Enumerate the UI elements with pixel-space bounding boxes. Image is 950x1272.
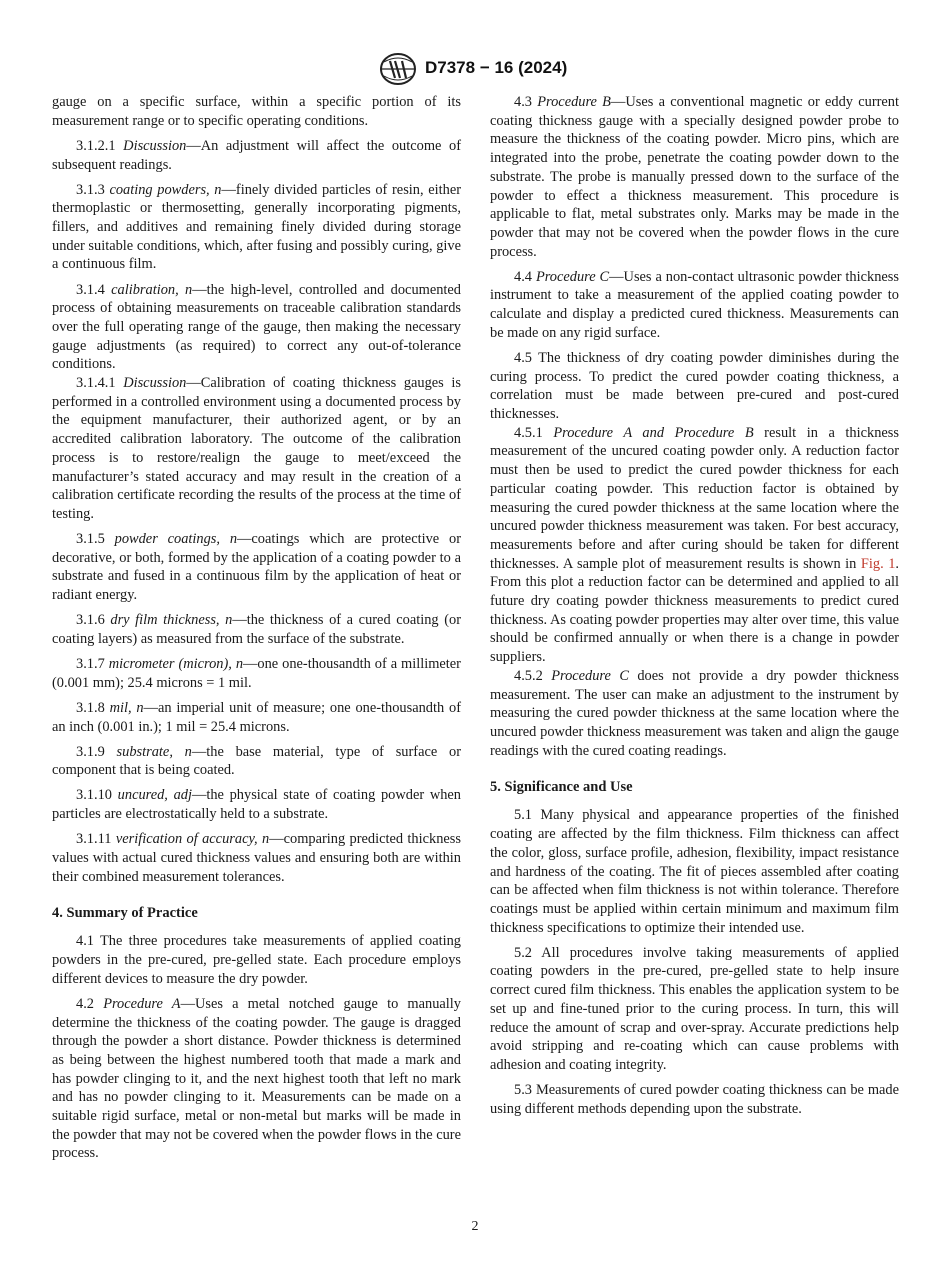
definition-powder-coatings: 3.1.5 powder coatings, n—coatings which are protective or decorative, or both, formed by the application of a coating powder to a substrate and fused in a continuous film by the application of heat or radiant energy. [52, 531, 461, 604]
definition-uncured: 3.1.10 uncured, adj—the physical state of coating powder when particles are electrostatically held to a substrate. [52, 787, 461, 823]
definition-substrate: 3.1.9 substrate, n—the base material, type of surface or component that is being coated. [52, 743, 461, 779]
left-column [52, 93, 461, 1170]
paragraph-4-5-2: 4.5.2 Procedure C does not provide a dry powder thickness measurement. The user can make an adjustment to the instrument by measuring the cured powder thickness at the same location where the uncured powder thickness measurement was taken and align the gauge readings with the cured coating readings. [490, 667, 899, 759]
paragraph-4-4: 4.4 Procedure C—Uses a non-contact ultrasonic powder thickness instrument to take a measurement of the applied coating powder to calculate and display a predicted cured thickness. Measurements can be made on any rigid surface. [490, 268, 899, 341]
figure-1-link[interactable]: Fig. 1 [860, 555, 896, 572]
paragraph-5-3: 5.3 Measurements of cured powder coating thickness can be made using different methods depending upon the substrate. [490, 1082, 899, 1117]
standard-designation: D7378 − 16 (2024) [425, 58, 568, 77]
paragraph-3-1-4-1: 3.1.4.1 Discussion—Calibration of coating thickness gauges is performed in a controlled environment using a documented process by the equipment manufacturer, their authorized agent, or by an accredited calibration laboratory. The outcome of the calibration process is to restore/realign the gauge to meet/exceed the manufacturer’s stated accuracy and may result in the creation of a calibration certificate recording the results of the process at the time of testing. [52, 375, 461, 522]
paragraph-4-1: 4.1 The three procedures take measurements of applied coating powders in the pre-cured, pre-gelled state. Each procedure employs different devices to measure the dry powder. [52, 933, 461, 987]
definition-coating-powders: 3.1.3 coating powders, n—finely divided particles of resin, either thermoplastic or thermosetting, generally incorporating pigments, fillers, and additives and remaining finely divided during storage under suitable conditions, which, after fusing and possibly curing, give a continuous film. [52, 181, 461, 273]
paragraph-5-1: 5.1 Many physical and appearance properties of the finished coating are affected by the film thickness. Film thickness can affect the color, gloss, surface profile, adhesion, flexibility, impact resistance and hardness of the coating. The fit of pieces assembled after coating can be affected when film thickness is not within tolerance. Therefore coatings must be applied within certain minimum and maximum film thickness specifications to optimize their intended use. [490, 807, 899, 936]
paragraph-4-5-1: 4.5.1 Procedure A and Procedure B result in a thickness measurement of the uncured coating powder only. A reduction factor must then be used to predict the cured powder thickness for each particular coating powder. This reduction factor is obtained by measuring the cured powder thickness at the same location where the uncured powder thickness measurement was taken. For best accuracy, measurements before and after curing should be taken for different thicknesses. A sample plot of measurement results is shown in Fig. 1. From this plot a reduction factor can be determined and applied to all future dry coating powder thickness measurements to predict cured thickness. As coating powder properties may alter over time, this value should be confirmed annually or when there is a change in powder suppliers. [490, 424, 900, 666]
paragraph-4-2: 4.2 Procedure A—Uses a metal notched gauge to manually determine the thickness of the coating powder. The gauge is dragged through the powder a short distance. Powder thickness is determined as being between the highest numbered tooth that made a mark and has powder clinging to it, and the next highest tooth that left no mark and has no powder clinging to it. Measurements can be made on a suitable rigid surface, metal or non-metal but marks will be made in the powder that may not be covered when the powder flows in the cure process. [52, 995, 461, 1162]
definition-verification-of-accuracy: 3.1.11 verification of accuracy, n—comparing predicted thickness values with actual cured thickness values and ensuring both are within their combined measurement tolerances. [52, 831, 461, 885]
section-heading-summary: 4. Summary of Practice [52, 905, 198, 922]
right-column [490, 93, 899, 1125]
definition-mil: 3.1.8 mil, n—an imperial unit of measure; one one-thousandth of an inch (0.001 in.); 1 mil = 25.4 microns. [52, 699, 461, 735]
paragraph-4-5: 4.5 The thickness of dry coating powder diminishes during the curing process. To predict the cured powder coating thickness, a correlation must be made between pre-cured and post-cured thicknesses. [490, 349, 899, 423]
section-heading-significance: 5. Significance and Use [490, 779, 633, 796]
astm-logo-icon [378, 52, 418, 86]
paragraph-5-2: 5.2 All procedures involve taking measurements of applied coating powders in the pre-cured, pre-gelled state to help insure correct cured film thickness. This enables the application system to be set up and fine-tuned prior to the curing process. In turn, this will reduce the amount of scrap and over-spray. Accurate predictions help avoid stripping and re-coating which can cause problems with adhesion and coating integrity. [490, 944, 899, 1073]
definition-dry-film-thickness: 3.1.6 dry film thickness, n—the thickness of a cured coating (or coating layers) as measured from the surface of the substrate. [52, 612, 461, 647]
definition-calibration: 3.1.4 calibration, n—the high-level, controlled and documented process of obtaining measurements on traceable calibration standards over the full operating range of the gauge, then making the necessary gauge adjustments (as required) to correct any out-of-tolerance conditions. [52, 281, 461, 373]
paragraph: gauge on a specific surface, within a specific portion of its measurement range or to specific operating conditions. [52, 94, 461, 129]
paragraph-3-1-2-1: 3.1.2.1 Discussion—An adjustment will affect the outcome of subsequent readings. [52, 137, 461, 173]
page-number: 2 [471, 1219, 479, 1234]
paragraph-4-3: 4.3 Procedure B—Uses a conventional magnetic or eddy current coating thickness gauge with a specially designed powder probe to measure the thickness of the coating powder. Micro pins, which are integrated into the probe, penetrate the coating powder down to the substrate. The probe is manually pressed down to the surface of the powder to effect a thickness measurement. This procedure is applicable to flat, metal substrates only. Marks may be made in the powder that may not be covered when the powder flows in the cure process. [490, 94, 899, 260]
definition-micrometer: 3.1.7 micrometer (micron), n—one one-thousandth of a millimeter (0.001 mm); 25.4 microns = 1 mil. [52, 656, 461, 691]
page-header [0, 52, 950, 86]
